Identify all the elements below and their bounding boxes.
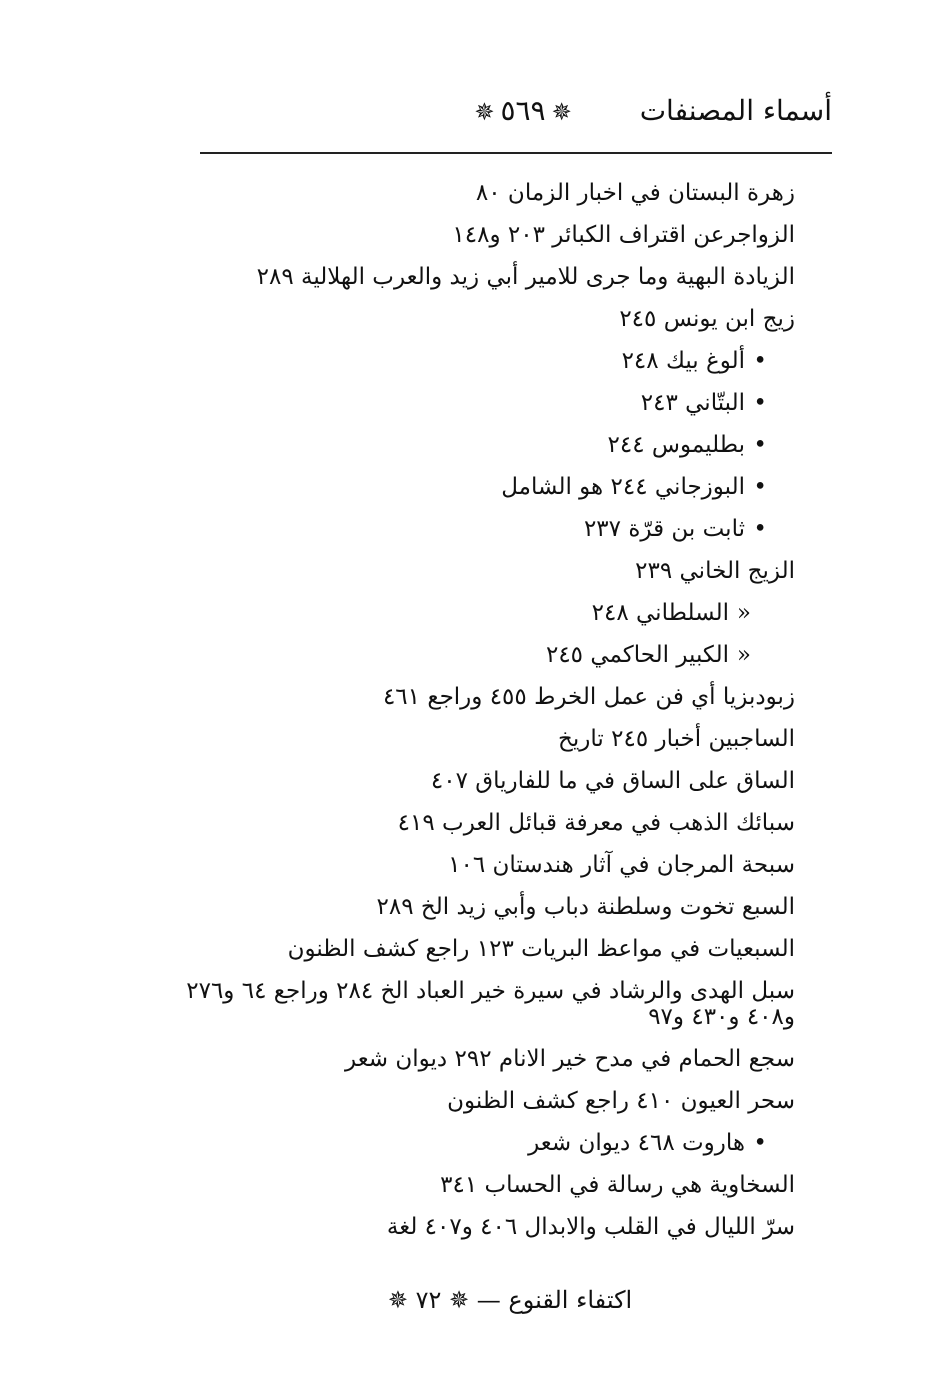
- entry-text: الكبير الحاكمي ٢٤٥: [545, 642, 729, 668]
- ditto-mark: •: [753, 348, 767, 374]
- index-entry: [150, 684, 795, 726]
- page-header: [200, 92, 832, 144]
- running-title: أسماء المصنفات: [639, 94, 832, 127]
- entry-text: الساق على الساق في ما للفارياق ٤٠٧: [430, 768, 795, 794]
- page-number: ٥٦٩: [500, 94, 546, 127]
- index-entry: [150, 180, 795, 222]
- page-footer: اكتفاء القنوع — ✵ ٧٢ ✵: [387, 1286, 633, 1314]
- index-entry: [150, 432, 795, 474]
- entry-text: بطليموس ٢٤٤: [607, 432, 745, 458]
- index-entry: [150, 1088, 795, 1130]
- ditto-mark: «: [736, 642, 751, 668]
- index-entry: [150, 348, 795, 390]
- index-entry: [150, 978, 795, 1030]
- entry-text: السخاوية هي رسالة في الحساب ٣٤١: [440, 1172, 795, 1198]
- entry-text: السلطاني ٢٤٨: [591, 600, 729, 626]
- entry-text: سحر العيون ٤١٠ راجع كشف الظنون: [447, 1088, 795, 1114]
- entry-text: الزواجرعن اقتراف الكبائر ٢٠٣ و١٤٨: [452, 222, 795, 248]
- index-entry: [150, 264, 795, 306]
- index-entry: [150, 1046, 795, 1088]
- entry-text: الساجبين أخبار ٢٤٥ تاريخ: [558, 726, 795, 752]
- index-entry: [150, 474, 795, 516]
- entry-text: هاروت ٤٦٨ ديوان شعر: [528, 1130, 745, 1156]
- entry-text: سرّ الليال في القلب والابدال ٤٠٦ و٤٠٧ لغة: [386, 1214, 795, 1240]
- entry-text: السبع تخوت وسلطنة دباب وأبي زيد الخ ٢٨٩: [376, 894, 795, 920]
- ditto-mark: •: [753, 390, 767, 416]
- entry-text: زهرة البستان في اخبار الزمان ٨٠: [475, 180, 795, 206]
- index-entry: [150, 642, 795, 684]
- entry-text: سجع الحمام في مدح خير الانام ٢٩٢ ديوان شعر: [345, 1046, 795, 1072]
- entry-text: سبائك الذهب في معرفة قبائل العرب ٤١٩: [397, 810, 795, 836]
- page-number-block: [458, 94, 588, 127]
- ditto-mark: •: [753, 516, 767, 542]
- index-entry: [150, 306, 795, 348]
- index-entry: [150, 1172, 795, 1214]
- index-entry: [150, 1130, 795, 1172]
- ditto-mark: •: [753, 474, 767, 500]
- header-rule: [200, 152, 832, 154]
- index-entry: [150, 936, 795, 978]
- index-entry: [150, 516, 795, 558]
- entry-text: الزيادة البهية وما جرى للامير أبي زيد والعرب الهلالية ٢٨٩: [256, 264, 795, 290]
- index-entry: [150, 390, 795, 432]
- entry-text: البتّاني ٢٤٣: [640, 390, 745, 416]
- index-entry: [150, 222, 795, 264]
- entry-text: الزيج الخاني ٢٣٩: [635, 558, 795, 584]
- index-entry: [150, 558, 795, 600]
- ornament-icon: ✵: [551, 98, 572, 126]
- index-entries: [150, 180, 795, 1256]
- index-entry: [150, 600, 795, 642]
- ditto-mark: •: [753, 432, 767, 458]
- entry-text: زبودبزيا أي فن عمل الخرط ٤٥٥ وراجع ٤٦١: [382, 684, 795, 710]
- index-entry: [150, 810, 795, 852]
- index-entry: [150, 768, 795, 810]
- index-entry: [150, 894, 795, 936]
- ditto-mark: •: [753, 1130, 767, 1156]
- entry-text: السبعيات في مواعظ البريات ١٢٣ راجع كشف الظنون: [287, 936, 795, 962]
- entry-text: ألوغ بيك ٢٤٨: [621, 348, 745, 374]
- entry-text: ثابت بن قرّة ٢٣٧: [583, 516, 745, 542]
- index-entry: [150, 852, 795, 894]
- entry-text: زيج ابن يونس ٢٤٥: [619, 306, 795, 332]
- entry-text: سبل الهدى والرشاد في سيرة خير العباد الخ ٢٨٤ وراجع ٦٤ و٢٧٦ و٤٠٨ و٤٣٠ و٩٧: [186, 978, 795, 1030]
- entry-text: سبحة المرجان في آثار هندستان ١٠٦: [448, 852, 795, 878]
- index-entry: [150, 726, 795, 768]
- index-entry: [150, 1214, 795, 1256]
- ditto-mark: «: [736, 600, 751, 626]
- entry-text: البوزجاني ٢٤٤ هو الشامل: [501, 474, 745, 500]
- ornament-icon: ✵: [474, 98, 495, 126]
